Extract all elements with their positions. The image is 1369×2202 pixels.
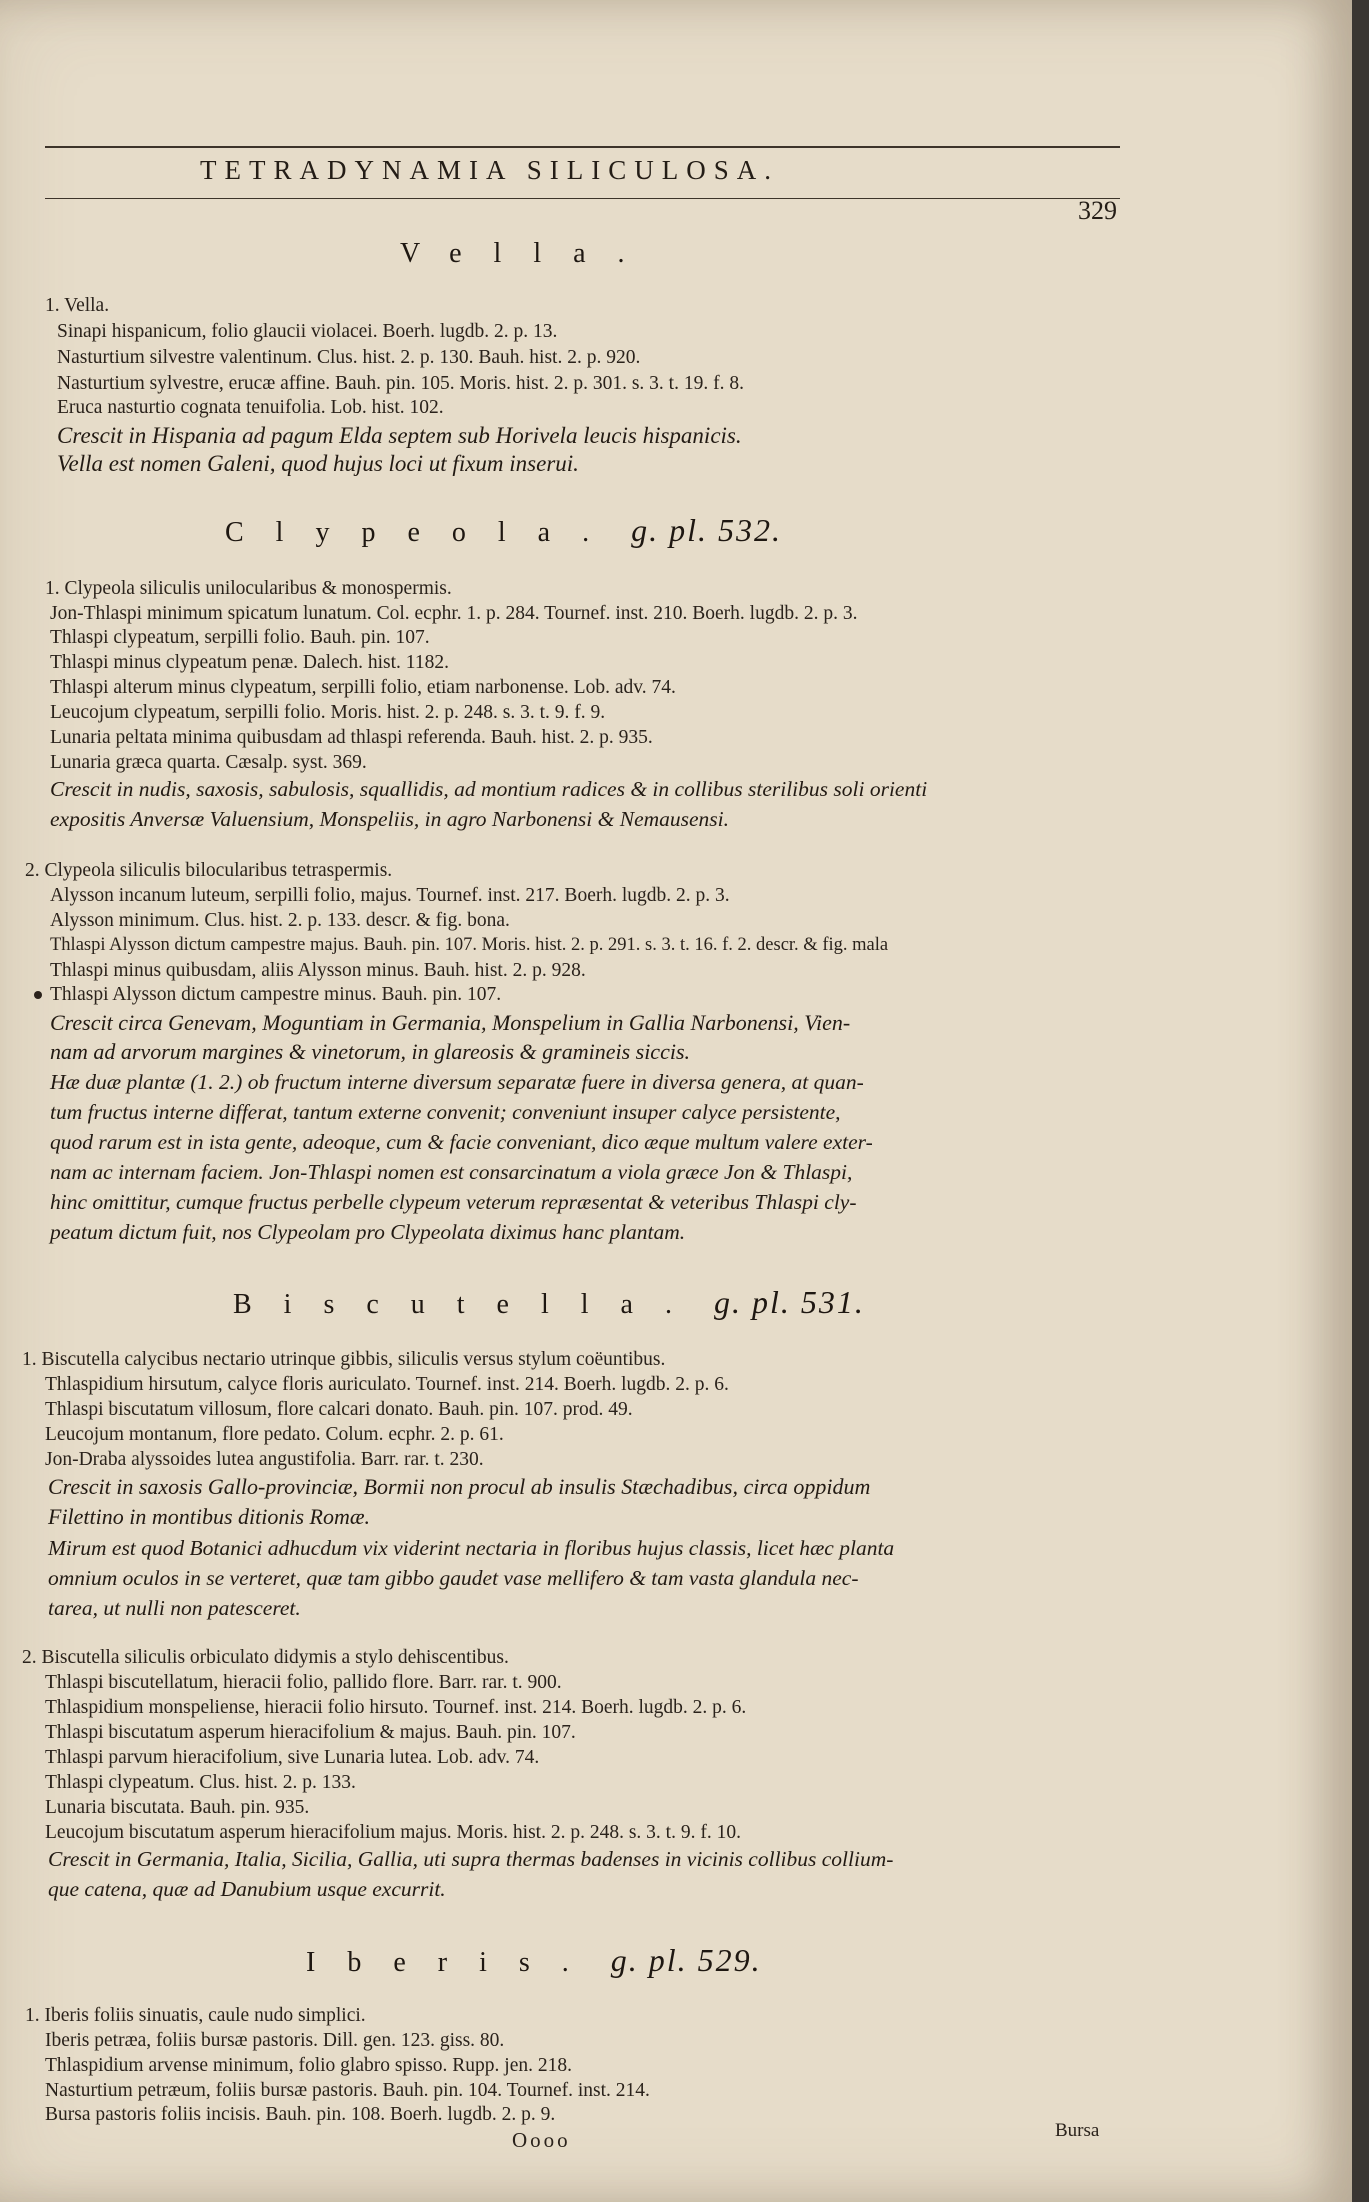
synonym-line: Thlaspidium hirsutum, calyce floris auriculato. Tournef. inst. 214. Boerh. lugdb. 2. p. 6.	[45, 1374, 729, 1395]
note-line: peatum dictum fuit, nos Clypeolam pro Clypeolata diximus hanc plantam.	[50, 1220, 686, 1244]
synonym-line: Thlaspi parvum hieracifolium, sive Lunaria lutea. Lob. adv. 74.	[45, 1747, 540, 1768]
synonym-line: Nasturtium silvestre valentinum. Clus. hist. 2. p. 130. Bauh. hist. 2. p. 920.	[57, 347, 641, 368]
habitat-line: que catena, quæ ad Danubium usque excurrit.	[48, 1877, 446, 1901]
synonym-line: Leucojum biscutatum asperum hieracifolium majus. Moris. hist. 2. p. 248. s. 3. t. 9. f. 10.	[45, 1822, 741, 1843]
habitat-line: Crescit in nudis, saxosis, sabulosis, squallidis, ad montium radices & in collibus sterilibus soli orienti	[50, 777, 928, 801]
synonym-line: Jon-Draba alyssoides lutea angustifolia. Barr. rar. t. 230.	[45, 1449, 484, 1470]
synonym-line: Thlaspi biscutatum villosum, flore calcari donato. Bauh. pin. 107. prod. 49.	[45, 1399, 633, 1420]
synonym-line: Nasturtium petræum, foliis bursæ pastoris. Bauh. pin. 104. Tournef. inst. 214.	[45, 2080, 650, 2101]
synonym-line: Thlaspidium monspeliense, hieracii folio hirsuto. Tournef. inst. 214. Boerh. lugdb. 2. p. 6.	[45, 1697, 747, 1718]
synonym-line: Lunaria peltata minima quibusdam ad thlaspi referenda. Bauh. hist. 2. p. 935.	[50, 727, 653, 748]
synonym-line: Lunaria biscutata. Bauh. pin. 935.	[45, 1797, 310, 1818]
synonym-line: Thlaspi biscutatum asperum hieracifolium & majus. Bauh. pin. 107.	[45, 1722, 576, 1743]
genus-heading-vella	[400, 238, 657, 270]
synonym-line: Leucojum clypeatum, serpilli folio. Moris. hist. 2. p. 248. s. 3. t. 9. f. 9.	[50, 702, 606, 723]
entry-line: 1. Iberis foliis sinuatis, caule nudo simplici.	[25, 2005, 366, 2026]
genus-name: Clypeola.	[225, 517, 622, 548]
book-spine-shadow	[1352, 0, 1369, 2202]
synonym-line: Alysson minimum. Clus. hist. 2. p. 133. descr. & fig. bona.	[50, 910, 510, 931]
synonym-line: Iberis petræa, foliis bursæ pastoris. Dill. gen. 123. giss. 80.	[45, 2030, 505, 2051]
synonym-line: Thlaspi minus quibusdam, aliis Alysson minus. Bauh. hist. 2. p. 928.	[50, 960, 586, 981]
note-line: Hæ duæ plantæ (1. 2.) ob fructum interne diversum separatæ fuere in diversa genera, at quan-	[50, 1070, 864, 1094]
note-line: Vella est nomen Galeni, quod hujus loci ut fixum inserui.	[57, 451, 579, 476]
note-line: hinc omittitur, cumque fructus perbelle clypeum veterum repræsentat & veteribus Thlaspi cly-	[50, 1190, 857, 1214]
note-line: tum fructus interne differat, tantum externe convenit; conveniunt insuper calyce persistente,	[50, 1100, 841, 1124]
synonym-line: Jon-Thlaspi minimum spicatum lunatum. Col. ecphr. 1. p. 284. Tournef. inst. 210. Boerh. lugdb. 2. p. 3.	[50, 603, 858, 624]
signature-mark: Oooo	[512, 2128, 571, 2152]
synonym-line: Alysson incanum luteum, serpilli folio, majus. Tournef. inst. 217. Boerh. lugdb. 2. p. 3.	[50, 885, 730, 906]
synonym-line: Thlaspi minus clypeatum penæ. Dalech. hist. 1182.	[50, 652, 449, 673]
synonym-line: Nasturtium sylvestre, erucæ affine. Bauh. pin. 105. Moris. hist. 2. p. 301. s. 3. t. 19. f. 8.	[57, 373, 744, 394]
entry-line: 2. Clypeola siliculis bilocularibus tetraspermis.	[25, 860, 393, 881]
synonym-line: Eruca nasturtio cognata tenuifolia. Lob. hist. 102.	[57, 397, 444, 418]
bullet-mark	[34, 991, 42, 999]
running-header: TETRADYNAMIA SILICULOSA.	[200, 155, 779, 185]
habitat-line: Crescit in saxosis Gallo-provinciæ, Bormii non procul ab insulis Stæchadibus, circa oppidum	[48, 1474, 871, 1499]
synonym-line: Lunaria græca quarta. Cæsalp. syst. 369.	[50, 752, 367, 773]
header-bottom-rule	[45, 198, 1120, 199]
synonym-line: Thlaspi clypeatum. Clus. hist. 2. p. 133.	[45, 1772, 356, 1793]
habitat-line: expositis Anversæ Valuensium, Monspeliis, in agro Narbonensi & Nemausensi.	[50, 807, 730, 831]
synonym-line: Sinapi hispanicum, folio glaucii violacei. Boerh. lugdb. 2. p. 13.	[57, 321, 558, 342]
entry-line: 2. Biscutella siliculis orbiculato didymis a stylo dehiscentibus.	[22, 1647, 509, 1668]
habitat-line: nam ad arvorum margines & vinetorum, in glareosis & gramineis siccis.	[50, 1039, 691, 1064]
habitat-line: Crescit in Hispania ad pagum Elda septem sub Horivela leucis hispanicis.	[57, 423, 742, 448]
habitat-line: Crescit in Germania, Italia, Sicilia, Gallia, uti supra thermas badenses in vicinis collibus collium-	[48, 1847, 894, 1871]
genus-name: Iberis.	[306, 1947, 601, 1978]
entry-line: 1. Biscutella calycibus nectario utrinque gibbis, siliculis versus stylum coëuntibus.	[22, 1349, 666, 1370]
genus-name: Vella.	[400, 238, 657, 269]
genus-reference: g. pl. 529.	[610, 1942, 762, 1978]
entry-line: 1. Vella.	[45, 295, 110, 316]
synonym-line: Thlaspi alterum minus clypeatum, serpilli folio, etiam narbonense. Lob. adv. 74.	[50, 677, 676, 698]
note-line: Mirum est quod Botanici adhucdum vix viderint nectaria in floribus hujus classis, licet hæc planta	[48, 1536, 895, 1560]
synonym-line: Thlaspi Alysson dictum campestre majus. Bauh. pin. 107. Moris. hist. 2. p. 291. s. 3. t. 16. f. 2. descr. & fig. mala	[50, 935, 889, 955]
header-top-rule	[45, 146, 1120, 148]
genus-name: Biscutella.	[233, 1289, 704, 1320]
note-line: omnium oculos in se verteret, quæ tam gibbo gaudet vase mellifero & tam vasta glandula nec-	[48, 1566, 859, 1590]
genus-heading-biscutella	[233, 1284, 865, 1321]
synonym-line: Thlaspi Alysson dictum campestre minus. Bauh. pin. 107.	[50, 984, 502, 1005]
habitat-line: Filettino in montibus ditionis Romæ.	[48, 1504, 371, 1529]
genus-reference: g. pl. 531.	[713, 1284, 865, 1320]
genus-heading-clypeola	[225, 512, 782, 549]
note-line: quod rarum est in ista gente, adeoque, cum & facie conveniant, dico æque multum valere exter-	[50, 1130, 873, 1154]
note-line: tarea, ut nulli non patesceret.	[48, 1596, 301, 1620]
page-number: 329	[1078, 196, 1117, 225]
catchword: Bursa	[1055, 2120, 1100, 2141]
synonym-line: Thlaspidium arvense minimum, folio glabro spisso. Rupp. jen. 218.	[45, 2055, 572, 2076]
habitat-line: Crescit circa Genevam, Moguntiam in Germania, Monspelium in Gallia Narbonensi, Vien-	[50, 1010, 851, 1035]
synonym-line: Thlaspi clypeatum, serpilli folio. Bauh. pin. 107.	[50, 627, 430, 648]
entry-line: 1. Clypeola siliculis unilocularibus & monospermis.	[45, 578, 452, 599]
genus-reference: g. pl. 532.	[631, 512, 782, 548]
synonym-line: Thlaspi biscutellatum, hieracii folio, pallido flore. Barr. rar. t. 900.	[45, 1672, 562, 1693]
genus-heading-iberis	[306, 1942, 762, 1979]
note-line: nam ac internam faciem. Jon-Thlaspi nomen est consarcinatum a viola græce Jon & Thlaspi,	[50, 1160, 853, 1184]
synonym-line: Bursa pastoris foliis incisis. Bauh. pin. 108. Boerh. lugdb. 2. p. 9.	[45, 2104, 556, 2125]
synonym-line: Leucojum montanum, flore pedato. Colum. ecphr. 2. p. 61.	[45, 1424, 504, 1445]
